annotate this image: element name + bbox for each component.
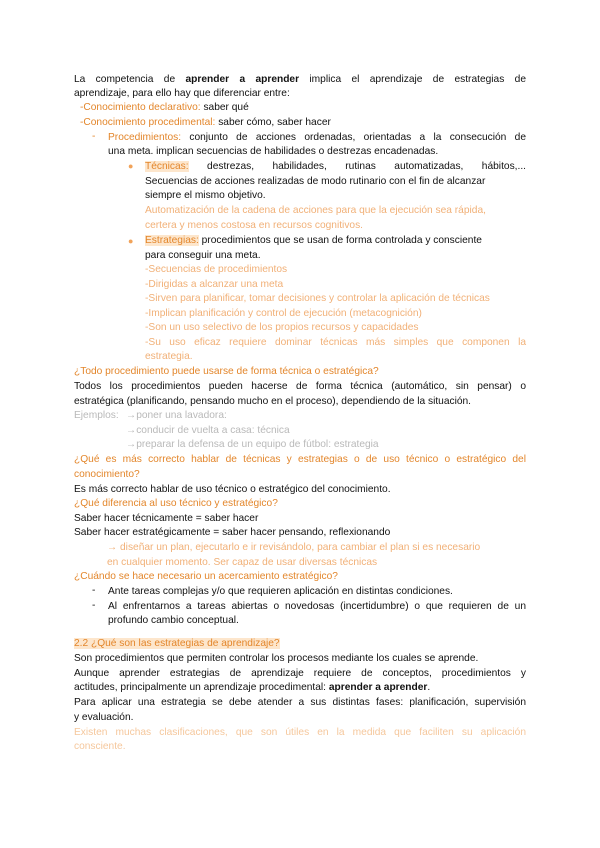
intro-pre: La competencia de [74,74,176,85]
procedimental-desc: saber cómo, saber hacer [218,117,331,128]
section-p2-2 [74,681,430,694]
dash-marker: - [92,600,96,611]
declarativo-desc: saber qué [203,102,249,113]
q4-item-cont: profundo cambio conceptual. [108,615,239,626]
q3-note-1: → diseñar un plan, ejecutarlo e ir revisándolo, para cambiar el plan si es necesario [107,542,481,553]
dash-marker: - [92,585,96,596]
section-heading [74,637,280,650]
section-p3-1: Para aplicar una estrategia se debe atender a sus distintas fases: planificación, supervisión [74,697,526,708]
estrategias-item: -Secuencias de procedimientos [145,264,288,275]
q1-answer-1: Todos los procedimientos pueden hacerse de forma técnica (automático, sin pensar) o [74,381,526,392]
example-item: →conducir de vuelta a casa: técnica [126,425,290,436]
section-p4-2: consciente. [74,741,126,752]
declarativo-label: -Conocimiento declarativo: [80,102,201,113]
estrategias-text: procedimientos que se usan de forma controlada y consciente [201,235,482,246]
estrategias-label: Estrategias: [145,235,199,246]
section-p4-1: Existen muchas clasificaciones, que son útiles en la medida que faciliten su aplicación [74,727,526,738]
q3-note-2: en cualquier momento. Ser capaz de usar diversas técnicas [107,557,378,568]
intro-bold: aprender a aprender [185,74,300,85]
question-3: ¿Qué diferencia al uso técnico y estratégico? [74,498,278,509]
tecnicas-note-1: Automatización de la cadena de acciones para que la ejecución sea rápida, [145,205,486,216]
tecnicas-note-2: certera y menos costosa en recursos cognitivos. [145,220,363,231]
example-item: →preparar la defensa de un equipo de fútbol: estrategia [126,439,379,450]
estrategias-item: -Dirigidas a alcanzar una meta [145,279,284,290]
question-2-line-1: ¿Qué es más correcto hablar de técnicas y estrategias o de uso técnico o estratégico del [74,454,526,465]
intro-line-2: aprendizaje, para ello hay que diferenciar entre: [74,88,290,99]
bullet-icon: ● [128,236,134,246]
examples-label: Ejemplos: [74,410,119,421]
dash-marker: - [92,131,96,142]
question-2-line-2: conocimiento? [74,469,140,480]
section-p3-2: y evaluación. [74,712,134,723]
procedimental-label: -Conocimiento procedimental: [80,117,216,128]
question-4: ¿Cuándo se hace necesario un acercamiento estratégico? [74,571,338,582]
q1-answer-2: estratégica (planificando, pensando mucho en el proceso), dependiendo de la situación. [74,396,472,407]
estrategias-last-1: -Su uso eficaz requiere dominar técnicas más simples que componen la [145,337,526,348]
estrategias-item: -Implican planificación y control de ejecución (metacognición) [145,308,422,319]
procedimientos-line-1 [108,131,526,144]
q2-answer: Es más correcto hablar de uso técnico o estratégico del conocimiento. [74,484,391,495]
intro-post: implica el aprendizaje de estrategias de [309,74,526,85]
q4-item: Ante tareas complejas y/o que requieren aplicación en distintas condiciones. [108,586,453,597]
p2-bold: aprender a aprender [328,682,428,693]
section-p2-1: Aunque aprender estrategias de aprendizaje requiere de conceptos, procedimientos y [74,668,526,679]
procedimientos-label: Procedimientos: [108,132,182,143]
q3-line-2: Saber hacer estratégicamente = saber hacer pensando, reflexionando [74,527,391,538]
conocimiento-declarativo [80,101,249,114]
conocimiento-procedimental [80,116,331,129]
tecnicas-line-2: Secuencias de acciones realizadas de modo rutinario con el fin de alcanzar [145,176,486,187]
question-1: ¿Todo procedimiento puede usarse de forma técnica o estratégica? [74,366,379,377]
estrategias-item: -Sirven para planificar, tomar decisiones y controlar la aplicación de técnicas [145,293,490,304]
procedimientos-line-2: una meta. implican secuencias de habilidades o destrezas encadenadas. [108,146,439,157]
procedimientos-text: conjunto de acciones ordenadas, orientadas a la consecución de [189,132,526,143]
tecnicas-line-1 [145,160,526,173]
estrategias-item: -Son un uso selectivo de los propios recursos y capacidades [145,322,419,333]
tecnicas-label: Técnicas: [145,161,189,172]
p2-pre: actitudes, principalmente un aprendizaje procedimental: [74,682,327,693]
q3-line-1: Saber hacer técnicamente = saber hacer [74,513,259,524]
tecnicas-line-3: siempre el mismo objetivo. [145,190,266,201]
estrategias-line-1 [145,234,482,247]
section-heading-text: 2.2 ¿Qué son las estrategias de aprendizaje? [74,638,280,649]
tecnicas-text: destrezas, habilidades, rutinas automatizadas, hábitos,... [207,161,526,172]
bullet-icon: ● [128,161,134,171]
q4-item: Al enfrentarnos a tareas abiertas o novedosas (incertidumbre) o que requieren de un [108,601,526,612]
p2-post: . [427,682,431,693]
intro-line-1 [74,73,526,86]
example-item: →poner una lavadora: [126,410,227,421]
section-p1: Son procedimientos que permiten controlar los procesos mediante los cuales se aprende. [74,653,479,664]
estrategias-last-2: estrategia. [145,351,193,362]
estrategias-line-2: para conseguir una meta. [145,250,261,261]
